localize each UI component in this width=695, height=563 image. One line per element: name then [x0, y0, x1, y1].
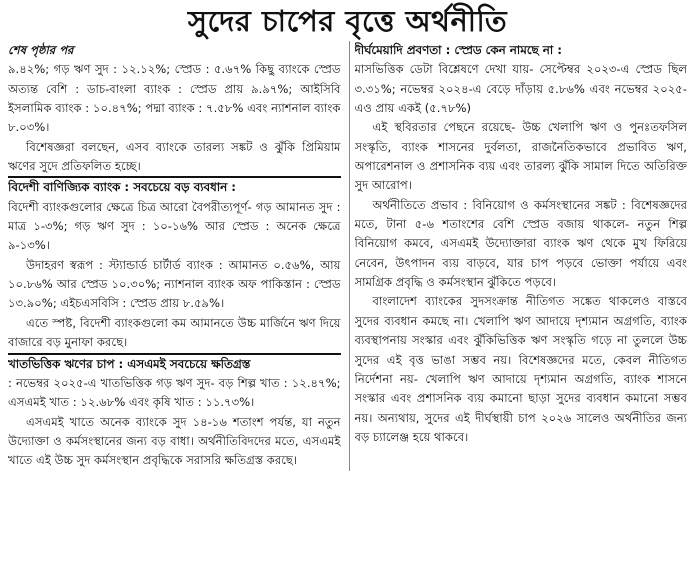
headline: সুদের চাপের বৃত্তে অর্থনীতি: [187, 4, 508, 38]
subhead-foreign-banks: বিদেশী বাণিজ্যিক ব্যাংক : সবচেয়ে বড় ব্যবধান :: [8, 176, 341, 197]
paragraph-sector-rates: : নভেম্বর ২০২৫-এ খাতভিত্তিক গড় ঋণ সুদ- বড় শিল্প খাত : ১২.৪৭%; এসএমই খাত : ১২.৬৮% এবং কৃষি খাত : ১১.৭৩%।: [8, 375, 341, 410]
subhead-long-term-trend: দীর্ঘমেয়াদি প্রবণতা : স্প্রেড কেন নামছে না :: [354, 43, 563, 57]
paragraph-policy-conclusion: বাংলাদেশ ব্যাংকের সুদসংক্রান্ত নীতিগত সঙ্কেত থাকলেও বাস্তবে সুদের ব্যবধান কমছে না। খেলাপি ঋণ আদায়ে দৃশ্যমান অগ্রগতি, ব্যাংক ব্যবস্থাপনায় সংস্কার এবং ঝুঁকিভিত্তিক ঋণ সংস্কৃতি গড়ে না তুললে উচ্চ সুদের এই বৃত্ত ভাঙা সম্ভব নয়। বিশেষজ্ঞদের মতে, কেবল নীতিগত নির্দেশনা নয়- খেলাপি ঋণ আদায়ে দৃশ্যমান অগ্রগতি, ব্যাংক শাসনে সংস্কার এবং প্রশাসনিক ব্যয় কমানো ছাড়া সুদের ব্যবধান কমানো সম্ভব নয়। অন্যথায়, সুদের এই দীর্ঘস্থায়ী চাপ ২০২৬ সালেও অর্থনীতির জন্য বড় চ্যালেঞ্জ হয়ে থাকবে।: [354, 294, 687, 444]
paragraph-examples: উদাহরণ স্বরূপ : স্ট্যান্ডার্ড চার্টার্ড ব্যাংক : আমানত ০.৫৬%, আয় ১০.৮৬% আর স্প্রেড ১০.৩০%; ন্যাশনাল ব্যাংক অফ পাকিস্তান : স্প্রেড ১৩.৯০%; এইচএসবিসি : স্প্রেড প্রায় ৮.৫৯%।: [8, 257, 341, 311]
article-columns: [8, 41, 687, 471]
continued-from-label: শেষ পৃষ্ঠার পর: [8, 43, 74, 57]
left-column: [8, 41, 341, 471]
paragraph-stagnation-causes: এই স্থবিরতার পেছনে রয়েছে- উচ্চ খেলাপি ঋণ ও পুনঃতফসিল সংস্কৃতি, ব্যাংক শাসনের দুর্বলতা, রাজনৈতিকভাবে প্রভাবিত ঋণ, অপারেশনাল ও প্রশাসনিক ব্যয় এবং তারল্য ঝুঁকি সামাল দিতে অতিরিক্ত সুদ আরোপ।: [354, 120, 687, 193]
column-divider: [349, 41, 350, 471]
paragraph-monthly-data: মাসভিত্তিক ডেটা বিশ্লেষণে দেখা যায়- সেপ্টেম্বর ২০২৩-এ স্প্রেড ছিল ৩.৩১%; নভেম্বর ২০২৪-এ বেড়ে দাঁড়ায় ৫.৮৬% এবং নভেম্বর ২০২৫-এও প্রায় একই (৫.৭৮%): [354, 62, 687, 116]
paragraph-experts-view: বিশেষজ্ঞরা বলছেন, এসব ব্যাংকে তারল্য সঙ্কট ও ঝুঁকি প্রিমিয়াম ঋণের সুদে প্রতিফলিত হচ্ছে।: [8, 139, 341, 174]
subhead-sector-pressure: খাতভিত্তিক ঋণের চাপ : এসএমই সবচেয়ে ক্ষতিগ্রস্ত: [8, 353, 341, 374]
right-column: [355, 41, 688, 471]
paragraph-foreign-banks: বিদেশী ব্যাংকগুলোর ক্ষেত্রে চিত্র আরো বৈপরীত্যপূর্ণ- গড় আমানত সুদ : মাত্র ১-৩%; গড় ঋণ সুদ : ১০-১৬% আর স্প্রেড : অনেক ক্ষেত্রে ৯-১৩%।: [8, 199, 341, 253]
paragraph-sme-impact: এসএমই খাতে অনেক ব্যাংকে সুদ ১৪-১৬ শতাংশ পর্যন্ত, যা নতুন উদ্যোক্তা ও কর্মসংস্থানের জন্য বড় বাধা। অর্থনীতিবিদদের মতে, এসএমই খাতে এই উচ্চ সুদ কর্মসংস্থান প্রবৃদ্ধিকে সরাসরি ক্ষতিগ্রস্ত করছে।: [8, 414, 341, 468]
paragraph-bank-spreads: ৯.৪২%; গড় ঋণ সুদ : ১২.১২%; স্প্রেড : ৫.৬৭% কিছু ব্যাংকে স্প্রেড অত্যন্ত বেশি : ডাচ-বাংলা ব্যাংক : স্প্রেড প্রায় ৯.৯৭%; আইসিবি ইসলামিক ব্যাংক : ১০.৪৭%; পদ্মা ব্যাংক : ৭.৫৮% এবং ন্যাশনাল ব্যাংক ৮.০৩%।: [8, 62, 341, 135]
paragraph-foreign-profit: এতে স্পষ্ট, বিদেশী ব্যাংকগুলো কম আমানতে উচ্চ মার্জিনে ঋণ দিয়ে বাজারে বড় মুনাফা করছে।: [8, 315, 341, 350]
paragraph-economic-impact: অর্থনীতিতে প্রভাব : বিনিয়োগ ও কর্মসংস্থানের সঙ্কট : বিশেষজ্ঞদের মতে, টানা ৫-৬ শতাংশের বেশি স্প্রেড বজায় থাকলে- নতুন শিল্প বিনিয়োগ কমবে, এসএমই উদ্যোক্তারা ব্যাংক ঋণ থেকে মুখ ফিরিয়ে নেবেন, উৎপাদন ব্যয় বাড়বে, যার চাপ পড়বে ভোক্তা পর্যায়ে এবং সামগ্রিক প্রবৃদ্ধি ও কর্মসংস্থান ঝুঁকিতে পড়বে।: [354, 197, 687, 290]
